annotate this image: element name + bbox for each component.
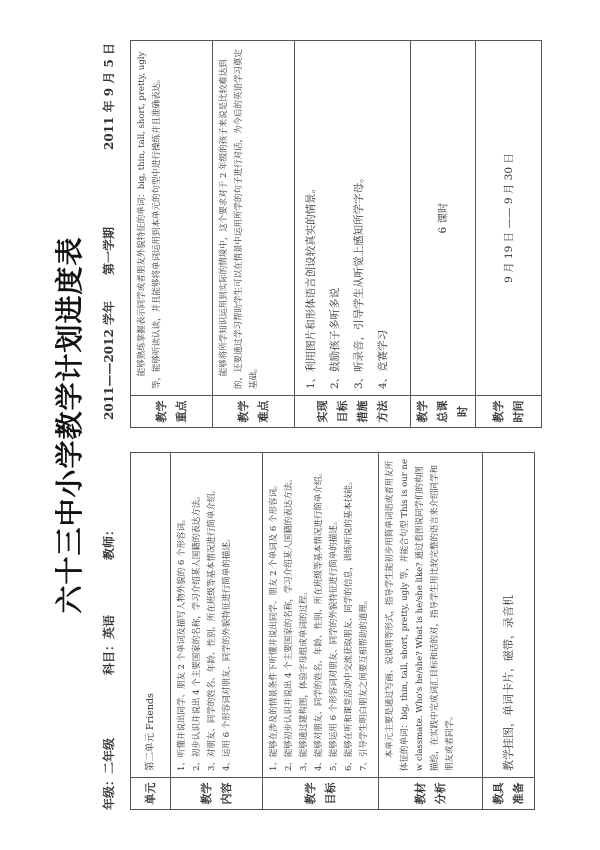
key-points-text: 能够熟练掌握表示同学或者朋友外貌特征的单词：big, thin, tall, short, pretty, ugly 等，能够听读认读，并且能够将单词运用到本单元的句型中进行操练并且准确表达。 <box>131 41 213 396</box>
right-table <box>130 40 542 428</box>
objective-item: 6、能够在听和课堂活动中交流获取朋友、同学的信息，训练听说的基本技能。 <box>344 476 354 771</box>
page-title: 六十三中小学教学计划进度表 <box>53 236 86 614</box>
grade-info: 年级：二年级 <box>102 737 116 810</box>
objective-item: 4、能够对朋友、同学的姓名、年龄、性别、所在班级等基本情况进行简单介绍。 <box>314 468 324 771</box>
measure-item: 1、利用图片和形体语言创设较真实的情景。 <box>305 182 317 389</box>
teacher-info: 教师： <box>102 523 116 560</box>
unit-value: 第二单元 Friends <box>131 453 171 778</box>
content-cell <box>171 453 263 778</box>
difficulties-label: 教学难点 <box>213 396 295 428</box>
objective-item: 5、能够运用 6 个形容词对朋友、同学的外貌特征进行简单的描述。 <box>329 516 339 771</box>
objectives-label: 教学目标 <box>263 778 379 810</box>
objective-item: 7、引导学生明白朋友之间要互相帮助的道理。 <box>359 595 369 771</box>
objective-item: 1、能够在涉及的情景条件下听懂并说出同学、朋友 2 个单词及 6 个形容词。 <box>269 480 279 771</box>
unit-label: 单元 <box>131 778 171 810</box>
analysis-label: 教材分析 <box>379 778 483 810</box>
content-label: 教学内容 <box>171 778 263 810</box>
prep-label: 教具准备 <box>483 778 535 810</box>
prep-text: 教学挂图，单词卡片，磁带，录音机 <box>483 453 535 778</box>
objective-item: 2、能够初步认识并说出 4 个主要国家的名称，学习介绍某人国籍的表达方法。 <box>284 474 294 771</box>
measure-item: 3、听录音，引导学生从听觉上感知所学字母。 <box>353 172 365 389</box>
content-item: 2、初步认识并说出 4 个主要国家的名称，学习介绍某人国籍的表达方法。 <box>192 491 202 771</box>
content-item: 3、对朋友、同学的姓名、年龄、性别、所在班级等基本情况进行简单介绍。 <box>207 485 217 771</box>
objective-item: 3、能够通过建构图，体验字母组成单词的过程。 <box>299 587 309 771</box>
total-hours-value: 6 课时 <box>411 41 476 396</box>
schedule-value: 9 月 19 日 —— 9 月 30 日 <box>476 41 542 396</box>
measure-item: 2、鼓励孩子多听多说 <box>329 287 341 389</box>
content-item: 1、听懂并说出同学、朋友 2 个单词及描写人物外貌的 6 个形容词。 <box>177 514 187 771</box>
total-hours-label: 教学总课时 <box>411 396 476 428</box>
school-year-info: 2011——2012 学年 <box>102 301 116 420</box>
measures-label: 实现目标措施方法 <box>295 396 411 428</box>
semester-info: 第一学期 <box>102 226 116 275</box>
left-table <box>130 452 535 810</box>
key-points-label: 教学重点 <box>131 396 213 428</box>
measure-item: 4、竞赛学习 <box>377 329 389 389</box>
subject-info: 科目：英语 <box>102 614 116 675</box>
content-item: 4、运用 6 个形容词对朋友、同学的外貌特征进行简单的描述。 <box>222 533 232 771</box>
schedule-label: 教学时间 <box>476 396 542 428</box>
objectives-cell <box>263 453 379 778</box>
difficulties-text: 能够将所学知识运用到实际的情境中，这个要求对于 2 年级的孩子来说是比较难达到的，还要通过学习帮助学生可以在情景中运用所学的句子进行对话，为今后的英语学习奠定基础。 <box>213 41 295 396</box>
measures-cell <box>295 41 411 396</box>
analysis-text: 本单元主要是通过写画、说说明等形式，指导学生能初步用简单词语或者用友所体征的单词：big, thin, tall, short, pretty, ugly 等，并能合句型 This is our new classmate. Who's he/she? What is he/she like? 通过看图说同学们的构图描绘，在实践中完成词汇目标和话的对，指导学生用比较完整的语言来介绍同学和朋友或者同学。 <box>379 453 483 778</box>
date-info: 2011 年 9 月 5 日 <box>102 43 116 150</box>
